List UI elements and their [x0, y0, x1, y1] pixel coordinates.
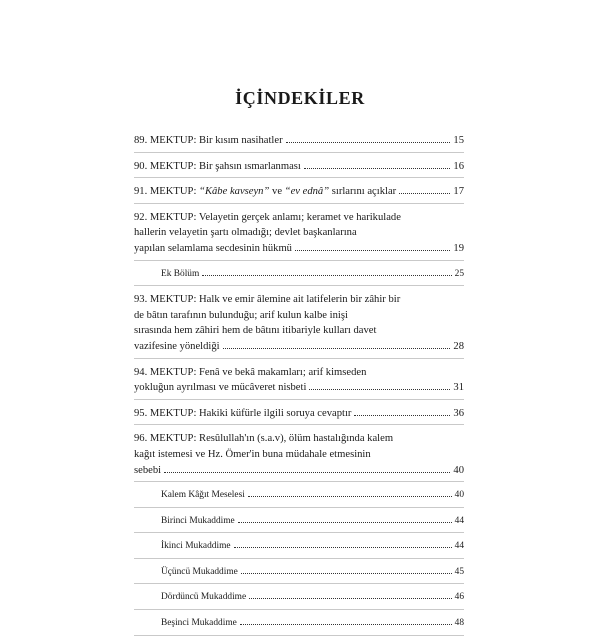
entry-title-mid: ve [269, 186, 285, 198]
dot-leader [234, 546, 452, 548]
dot-leader [304, 167, 451, 169]
toc-subentry-ucuncu [134, 565, 464, 585]
entry-line: 92. MEKTUP: Velayetin gerçek anlamı; keramet ve harikulade [134, 211, 401, 223]
dot-leader [240, 623, 452, 625]
toc-entry-94 [134, 365, 464, 400]
entry-title: 89. MEKTUP: Bir kısım nasihatler [134, 135, 283, 146]
entry-title: yokluğun ayrılması ve mücâveret nisbeti [134, 382, 307, 394]
page-number: 40 [453, 464, 464, 476]
dot-leader [249, 597, 451, 599]
page-number: 19 [453, 242, 464, 254]
dot-leader [223, 347, 451, 349]
entry-title-italic-2: “ev ednâ” [284, 186, 330, 198]
page-number: 15 [453, 135, 464, 146]
toc-entry-93 [134, 292, 464, 358]
entry-title: vazifesine yöneldiği [134, 340, 220, 352]
entry-title: İkinci Mukaddime [161, 541, 231, 552]
page-number: 28 [453, 340, 464, 352]
toc-entry-89 [134, 133, 464, 153]
entry-title-italic-1: “Kâbe kavseyn” [199, 186, 270, 198]
toc-subentry-besinci [134, 616, 464, 636]
entry-title: Beşinci Mukaddime [161, 618, 237, 629]
dot-leader [241, 572, 452, 574]
page-number: 44 [454, 541, 464, 552]
entry-line: sırasında hem zâhiri hem de bâtını itibariyle kulları davet [134, 325, 377, 337]
toc-entry-91 [134, 184, 464, 204]
toc-entry-95 [134, 406, 464, 426]
page-number: 16 [453, 160, 464, 172]
dot-leader [295, 249, 450, 251]
dot-leader [399, 192, 450, 194]
page-number: 45 [454, 566, 464, 577]
dot-leader [286, 141, 451, 143]
dot-leader [202, 274, 451, 276]
toc-entry-92 [134, 210, 464, 261]
dot-leader [238, 521, 452, 523]
entry-title [134, 184, 396, 200]
page-title: İÇİNDEKİLER [235, 88, 365, 108]
dot-leader [164, 471, 450, 473]
page-number: 17 [453, 186, 464, 198]
dot-leader [354, 414, 450, 416]
dot-leader [248, 495, 452, 497]
entry-title-suffix: sırlarını açıklar [329, 186, 397, 198]
entry-line: hallerin velayetin şartı olmadığı; devlet başkanlarına [134, 227, 357, 239]
page-number: 44 [454, 515, 464, 526]
toc-entry-96 [134, 431, 464, 482]
entry-title-prefix: 91. MEKTUP: [134, 186, 200, 198]
toc-subentry-birinci [134, 514, 464, 534]
toc-subentry-dorduncu [134, 590, 464, 610]
page-number: 36 [453, 407, 464, 419]
entry-title: 90. MEKTUP: Bir şahsın ısmarlanması [134, 160, 301, 172]
toc-subentry-ek-bolum [134, 267, 464, 287]
entry-title: Birinci Mukaddime [161, 515, 235, 526]
page-number: 46 [454, 592, 464, 603]
entry-title: Kalem Kâğıt Meselesi [161, 490, 245, 501]
entry-line: 96. MEKTUP: Resûlullah'ın (s.a.v), ölüm hastalığında kalem [134, 433, 394, 445]
entry-line: 93. MEKTUP: Halk ve emir âlemine ait latifelerin bir zâhir bir [134, 294, 401, 306]
entry-title: sebebi [134, 464, 162, 476]
page-number: 31 [453, 382, 464, 394]
page-number: 48 [454, 618, 464, 629]
entry-title: 95. MEKTUP: Hakiki küfürle ilgili soruya cevaptır [134, 407, 352, 419]
page-number: 40 [454, 490, 464, 501]
entry-title: Üçüncü Mukaddime [161, 566, 238, 577]
entry-line: kağıt istemesi ve Hz. Ömer'in buna müdahale etmesinin [134, 448, 371, 460]
entry-title: Ek Bölüm [161, 268, 200, 279]
entry-line: 94. MEKTUP: Fenâ ve bekâ makamları; arif kimseden [134, 366, 367, 378]
toc-subentry-kalem-kagit [134, 488, 464, 508]
entry-title: yapılan selamlama secdesinin hükmü [134, 242, 292, 254]
dot-leader [309, 388, 450, 390]
toc-entry-90 [134, 159, 464, 179]
page-number: 25 [454, 268, 464, 279]
entry-line: de bâtın tarafının bulunduğu; arif kulun kalbe inişi [134, 309, 348, 321]
entry-title: Dördüncü Mukaddime [161, 592, 247, 603]
toc-subentry-ikinci [134, 539, 464, 559]
table-of-contents [134, 133, 464, 636]
